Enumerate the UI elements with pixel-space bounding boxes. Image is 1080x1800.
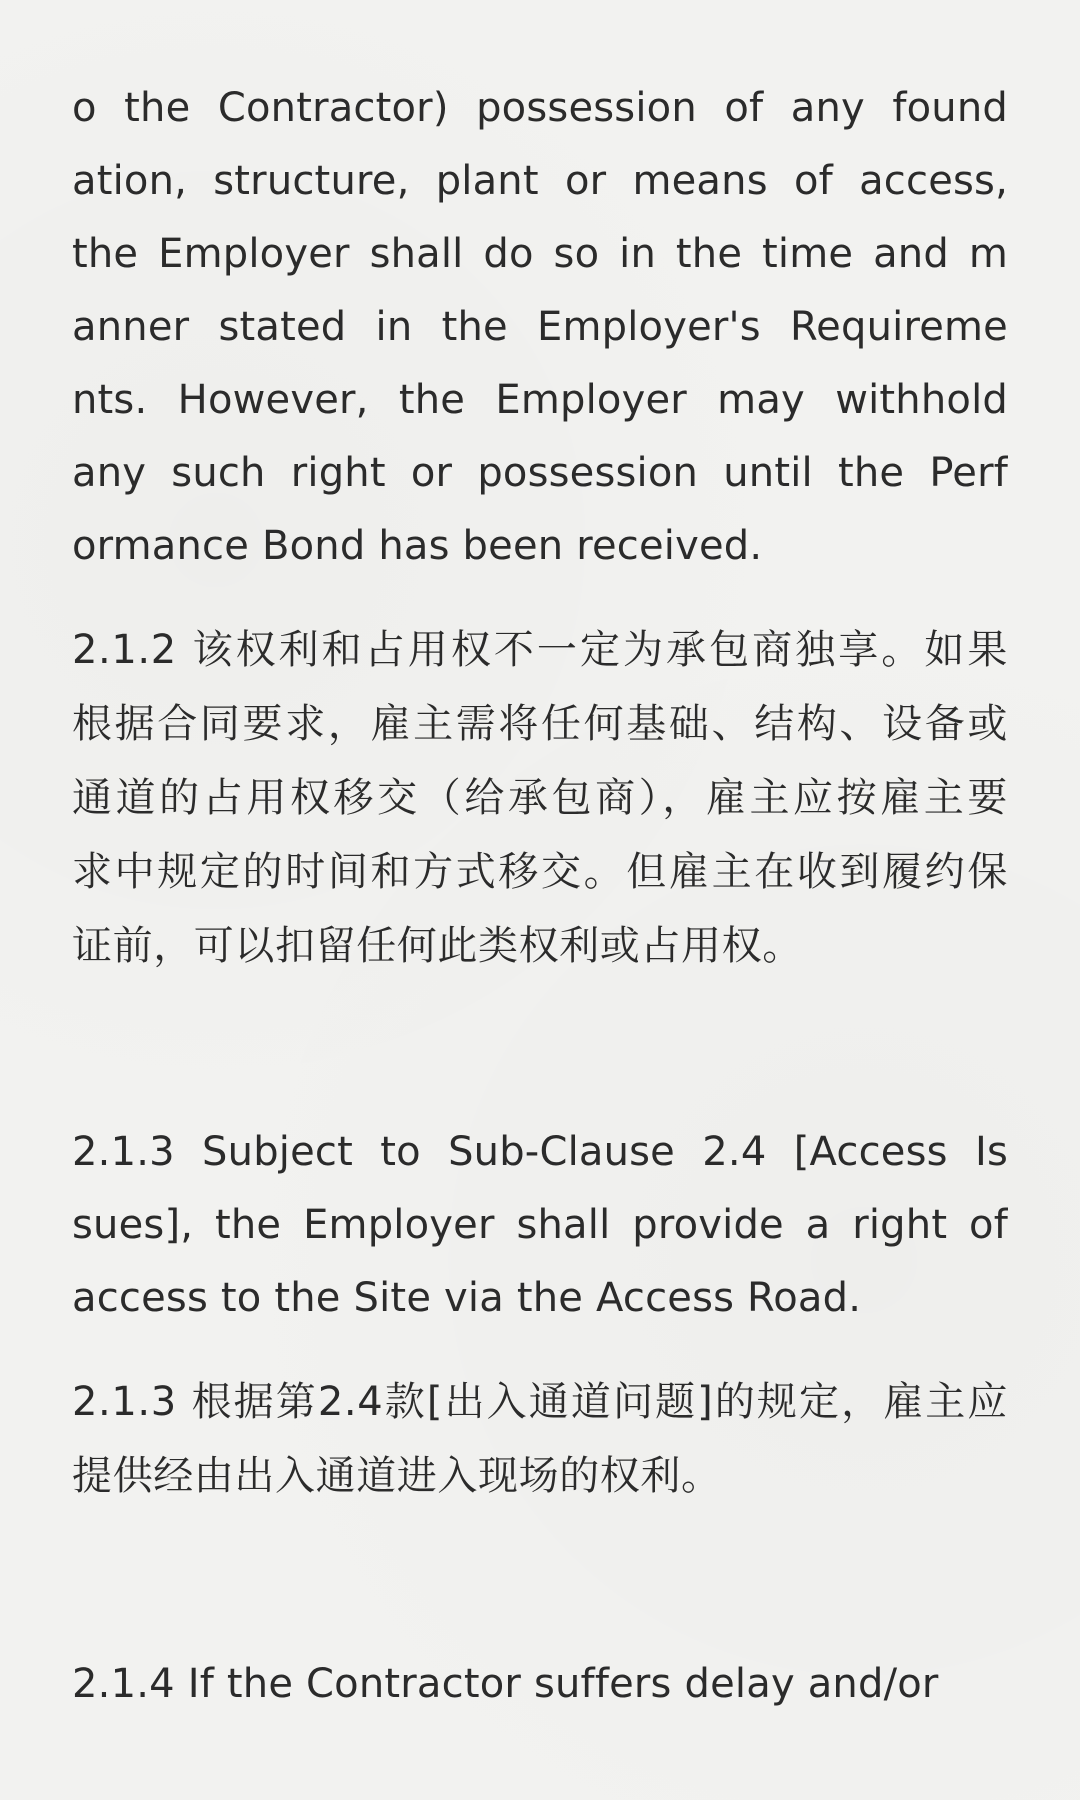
para-en-2-line-1: 2.1.3 Subject to Sub-Clause 2.4 [Access Is xyxy=(72,1129,1008,1175)
para-cn-2-line-1: 2.1.3 根据第2.4款[出入通道问题]的规定，雇主应 xyxy=(72,1379,1008,1425)
para-en-1-line-4: anner stated in the Employer's Requireme xyxy=(72,304,1008,350)
para-cn-1-line-4: 求中规定的时间和方式移交。但雇主在收到履约保 xyxy=(72,849,1008,895)
para-en-1-line-2: ation, structure, plant or means of access, xyxy=(72,158,1008,204)
para-en-2-line-3: access to the Site via the Access Road. xyxy=(72,1275,862,1321)
para-cn-2-line-2: 提供经由出入通道进入现场的权利。 xyxy=(72,1453,722,1499)
para-cn-1-line-1: 2.1.2 该权利和占用权不一定为承包商独享。如果 xyxy=(72,627,1008,673)
para-en-2-line-2: sues], the Employer shall provide a right of xyxy=(72,1202,1008,1248)
para-cn-1-line-3: 通道的占用权移交（给承包商），雇主应按雇主要 xyxy=(72,775,1008,821)
para-cn-1-line-5: 证前，可以扣留任何此类权利或占用权。 xyxy=(72,923,803,969)
para-en-3-line-1: 2.1.4 If the Contractor suffers delay and/or xyxy=(72,1661,939,1707)
para-en-1-line-3: the Employer shall do so in the time and m xyxy=(72,231,1008,277)
para-en-1-line-6: any such right or possession until the Perf xyxy=(72,450,1008,496)
para-en-1-line-7: ormance Bond has been received. xyxy=(72,523,763,569)
para-cn-1-line-2: 根据合同要求，雇主需将任何基础、结构、设备或 xyxy=(72,701,1008,747)
para-en-1-line-5: nts. However, the Employer may withhold xyxy=(72,377,1008,423)
para-en-1-line-1: o the Contractor) possession of any found xyxy=(72,85,1008,131)
